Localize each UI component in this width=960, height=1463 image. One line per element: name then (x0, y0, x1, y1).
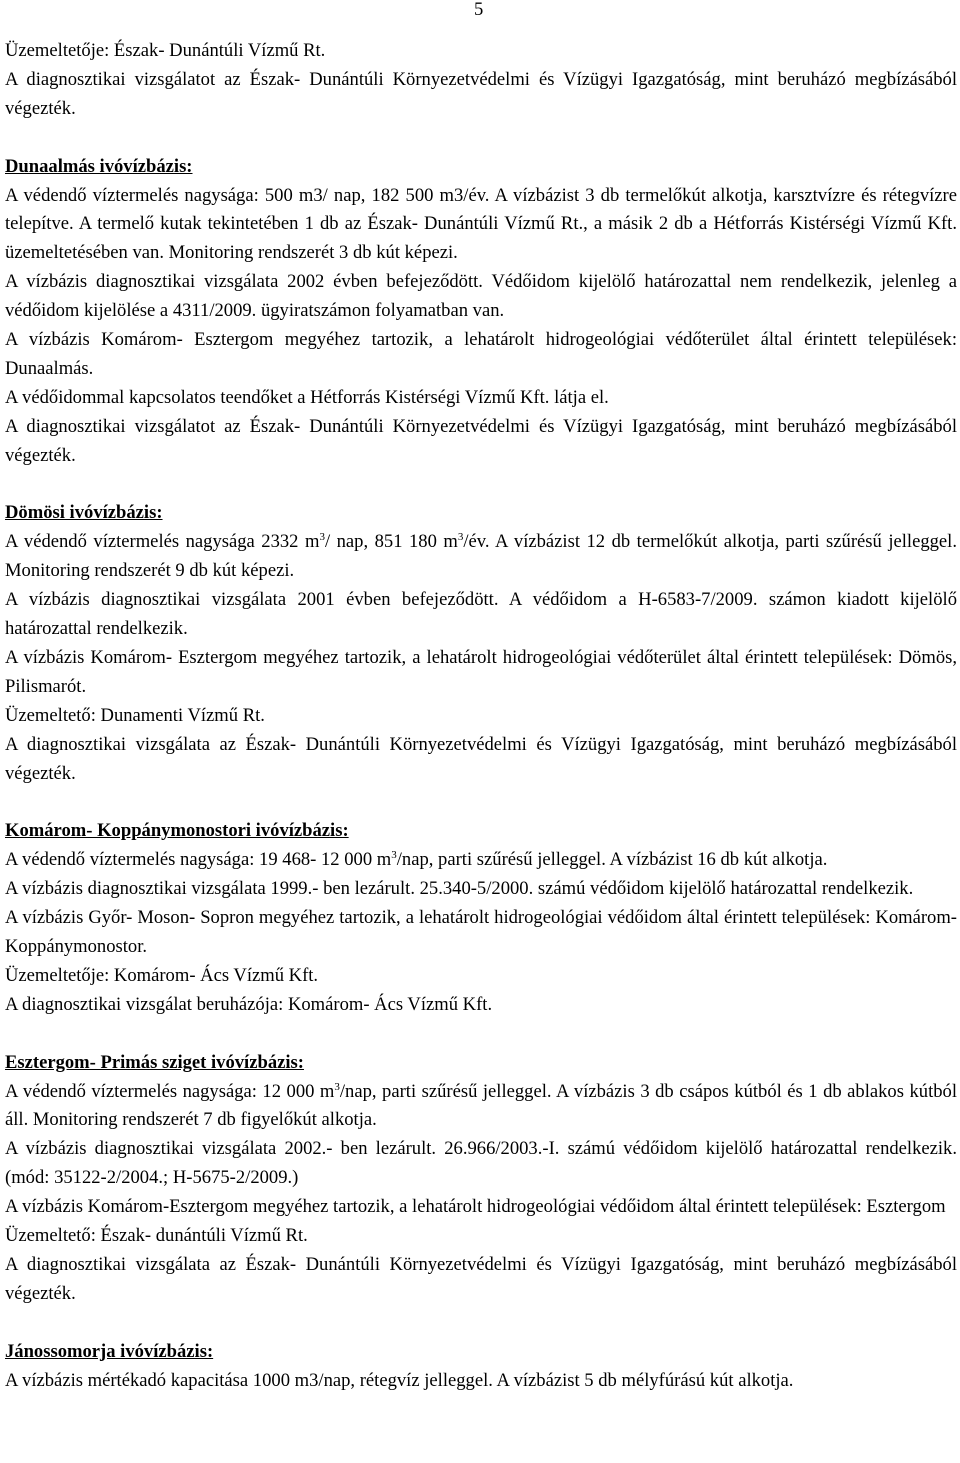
komarom-paragraph-4: Üzemeltetője: Komárom- Ács Vízmű Kft. (5, 964, 319, 986)
esztergom-paragraph-2: A vízbázis diagnosztikai vizsgálata 2002.- ben lezárult. 26.966/2003.-I. számú védőidom kijelölő határozattal rendelkezik. (mód: 35122-2/2004.; H-5675-2/2009.) (5, 1138, 957, 1189)
esztergom-paragraph-3: A vízbázis Komárom-Esztergom megyéhez tartozik, a lehatárolt hidrogeológiai védőidom által érintett települések: Esztergom (5, 1196, 946, 1218)
esztergom-paragraph-5: A diagnosztikai vizsgálata az Észak- Dunántúli Környezetvédelmi és Vízügyi Igazgatóság, mint beruházó megbízásából végezték. (5, 1254, 957, 1304)
section-heading-domos: Dömösi ivóvízbázis: (5, 502, 163, 524)
page-number: 5 (474, 0, 484, 20)
dunaalmas-paragraph-5: A diagnosztikai vizsgálatot az Észak- Dunántúli Környezetvédelmi és Vízügyi Igazgatóság, mint beruházó megbízásából végezték. (5, 415, 957, 466)
section-heading-esztergom: Esztergom- Primás sziget ivóvízbázis: (5, 1051, 304, 1073)
domos-paragraph-4: Üzemeltető: Dunamenti Vízmű Rt. (5, 704, 265, 726)
komarom-paragraph-2: A vízbázis diagnosztikai vizsgálata 1999.- ben lezárult. 25.340-5/2000. számú védőidom kijelölő határozattal rendelkezik. (5, 878, 914, 900)
komarom-paragraph-5: A diagnosztikai vizsgálat beruházója: Komárom- Ács Vízmű Kft. (5, 993, 493, 1015)
domos-paragraph-5: A diagnosztikai vizsgálata az Észak- Dunántúli Környezetvédelmi és Vízügyi Igazgatóság, mint beruházó megbízásából végezték. (5, 733, 957, 784)
esztergom-paragraph-1: A védendő víztermelés nagysága: 12 000 $m^3$/nap, parti szűrésű jelleggel. A vízbázis 3 db csápos kútból és 1 db ablakos kútból áll. Monitoring rendszerét 7 db figyelőkút alkotja. (5, 1080, 957, 1131)
section-heading-dunaalmas: Dunaalmás ivóvízbázis: (5, 155, 193, 177)
janossomorja-paragraph-1: A vízbázis mértékadó kapacitása 1000 m3/nap, rétegvíz jelleggel. A vízbázist 5 db mélyfúrású kút alkotja. (5, 1369, 794, 1391)
komarom-paragraph-1: A védendő víztermelés nagysága: 19 468- 12 000 $m^3$/nap, parti szűrésű jelleggel. A vízbázist 16 db kút alkotja. (5, 849, 828, 871)
dunaalmas-paragraph-3: A vízbázis Komárom- Esztergom megyéhez tartozik, a lehatárolt hidrogeológiai védőterület által érintett települések: Dunaalmás. (5, 329, 957, 379)
dunaalmas-paragraph-4: A védőidommal kapcsolatos teendőket a Hétforrás Kistérségi Vízmű Kft. látja el. (5, 386, 609, 408)
domos-paragraph-2: A vízbázis diagnosztikai vizsgálata 2001 évben befejeződött. A védőidom a H-6583-7/2009. számon kiadott kijelölő határozattal rendelkezik. (5, 589, 957, 640)
section-heading-komarom: Komárom- Koppánymonostori ivóvízbázis: (5, 820, 349, 842)
document-body (5, 37, 957, 1396)
komarom-paragraph-3: A vízbázis Győr- Moson- Sopron megyéhez tartozik, a lehatárolt hidrogeológiai védőidom által érintett települések: Komárom- Koppánymonostor. (5, 907, 957, 958)
domos-paragraph-1: A védendő víztermelés nagysága 2332 $m^3/$ nap, 851 180 $m^3/év$. A vízbázist 12 db termelőkút alkotja, parti szűrésű jelleggel. Monitoring rendszerét 9 db kút képezi. (5, 531, 957, 582)
intro-diagnostic: A diagnosztikai vizsgálatot az Észak- Dunántúli Környezetvédelmi és Vízügyi Igazgatóság, mint beruházó megbízásából végezték. (5, 68, 957, 119)
esztergom-paragraph-4: Üzemeltető: Észak- dunántúli Vízmű Rt. (5, 1225, 308, 1247)
section-heading-janossomorja: Jánossomorja ivóvízbázis: (5, 1340, 214, 1362)
dunaalmas-paragraph-2: A vízbázis diagnosztikai vizsgálata 2002 évben befejeződött. Védőidom kijelölő határozattal nem rendelkezik, jelenleg a védőidom kijelölése a 4311/2009. ügyiratszámon folyamatban van. (5, 271, 957, 322)
domos-paragraph-3: A vízbázis Komárom- Esztergom megyéhez tartozik, a lehatárolt hidrogeológiai védőterület által érintett települések: Dömös, Pilismarót. (5, 647, 957, 697)
dunaalmas-paragraph-1: A védendő víztermelés nagysága: 500 m3/ nap, 182 500 m3/év. A vízbázist 3 db termelőkút alkotja, karsztvízre és rétegvízre telepítve. A termelő kutak tekintetében 1 db az Észak- Dunántúli Vízmű Rt., a másik 2 db a Hétforrás Kistérségi Vízmű Kft. üzemeltetésében van. Monitoring rendszerét 3 db kút képezi. (5, 184, 957, 264)
intro-operator: Üzemeltetője: Észak- Dunántúli Vízmű Rt. (5, 40, 326, 61)
